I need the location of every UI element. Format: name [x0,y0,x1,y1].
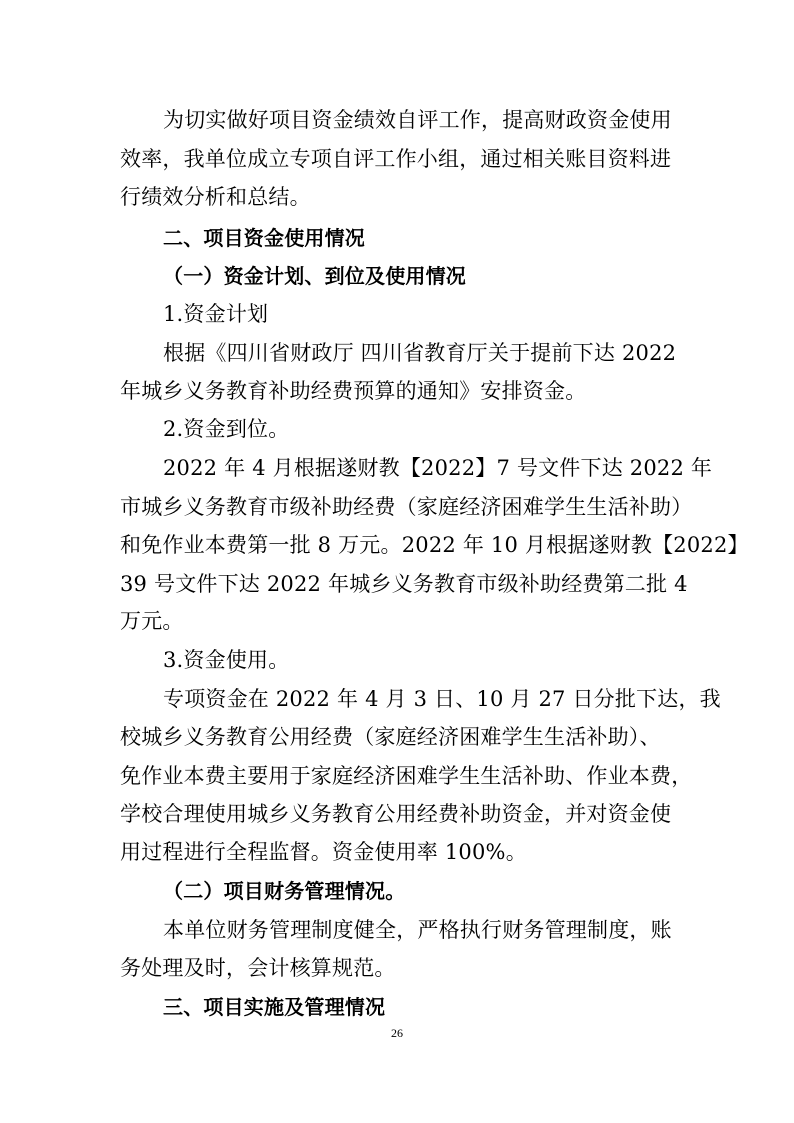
body-line-3: 行绩效分析和总结。 [120,185,311,209]
body-line-5: 年城乡义务教育补助经费预算的通知》安排资金。 [120,379,587,403]
body-line-8: 和免作业本费第一批 8 万元。2022 年 10 月根据遂财教【2022】 [120,533,749,557]
body-line-11: 专项资金在 2022 年 4 月 3 日、10 月 27 日分批下达，我 [163,687,721,711]
body-line-13: 免作业本费主要用于家庭经济困难学生生活补助、作业本费， [120,764,693,788]
item-3-heading: 3.资金使用。 [163,648,290,672]
section-heading-3: 三、项目实施及管理情况 [163,995,386,1019]
body-line-10: 万元。 [120,609,184,633]
item-1-heading: 1.资金计划 [163,302,269,326]
body-line-4: 根据《四川省财政厅 四川省教育厅关于提前下达 2022 [163,341,677,365]
body-line-9: 39 号文件下达 2022 年城乡义务教育市级补助经费第二批 4 [120,572,688,596]
body-line-17: 务处理及时，会计核算规范。 [120,956,396,980]
body-line-15: 用过程进行全程监督。资金使用率 100%。 [120,840,527,864]
body-line-2: 效率，我单位成立专项自评工作小组，通过相关账目资料进 [120,147,672,171]
body-line-7: 市城乡义务教育市级补助经费（家庭经济困难学生生活补助） [120,495,693,519]
subsection-heading-1: （一）资金计划、到位及使用情况 [163,264,466,288]
body-line-16: 本单位财务管理制度健全，严格执行财务管理制度，账 [163,918,672,942]
section-heading-2: 二、项目资金使用情况 [163,226,365,250]
page-number: 26 [391,1026,403,1040]
body-line-1: 为切实做好项目资金绩效自评工作，提高财政资金使用 [163,108,672,132]
body-line-12: 校城乡义务教育公用经费（家庭经济困难学生生活补助）、 [120,725,661,749]
item-2-heading: 2.资金到位。 [163,417,290,441]
subsection-heading-2: （二）项目财务管理情况。 [163,879,406,903]
body-line-14: 学校合理使用城乡义务教育公用经费补助资金，并对资金使 [120,802,672,826]
body-line-6: 2022 年 4 月根据遂财教【2022】7 号文件下达 2022 年 [163,456,713,480]
